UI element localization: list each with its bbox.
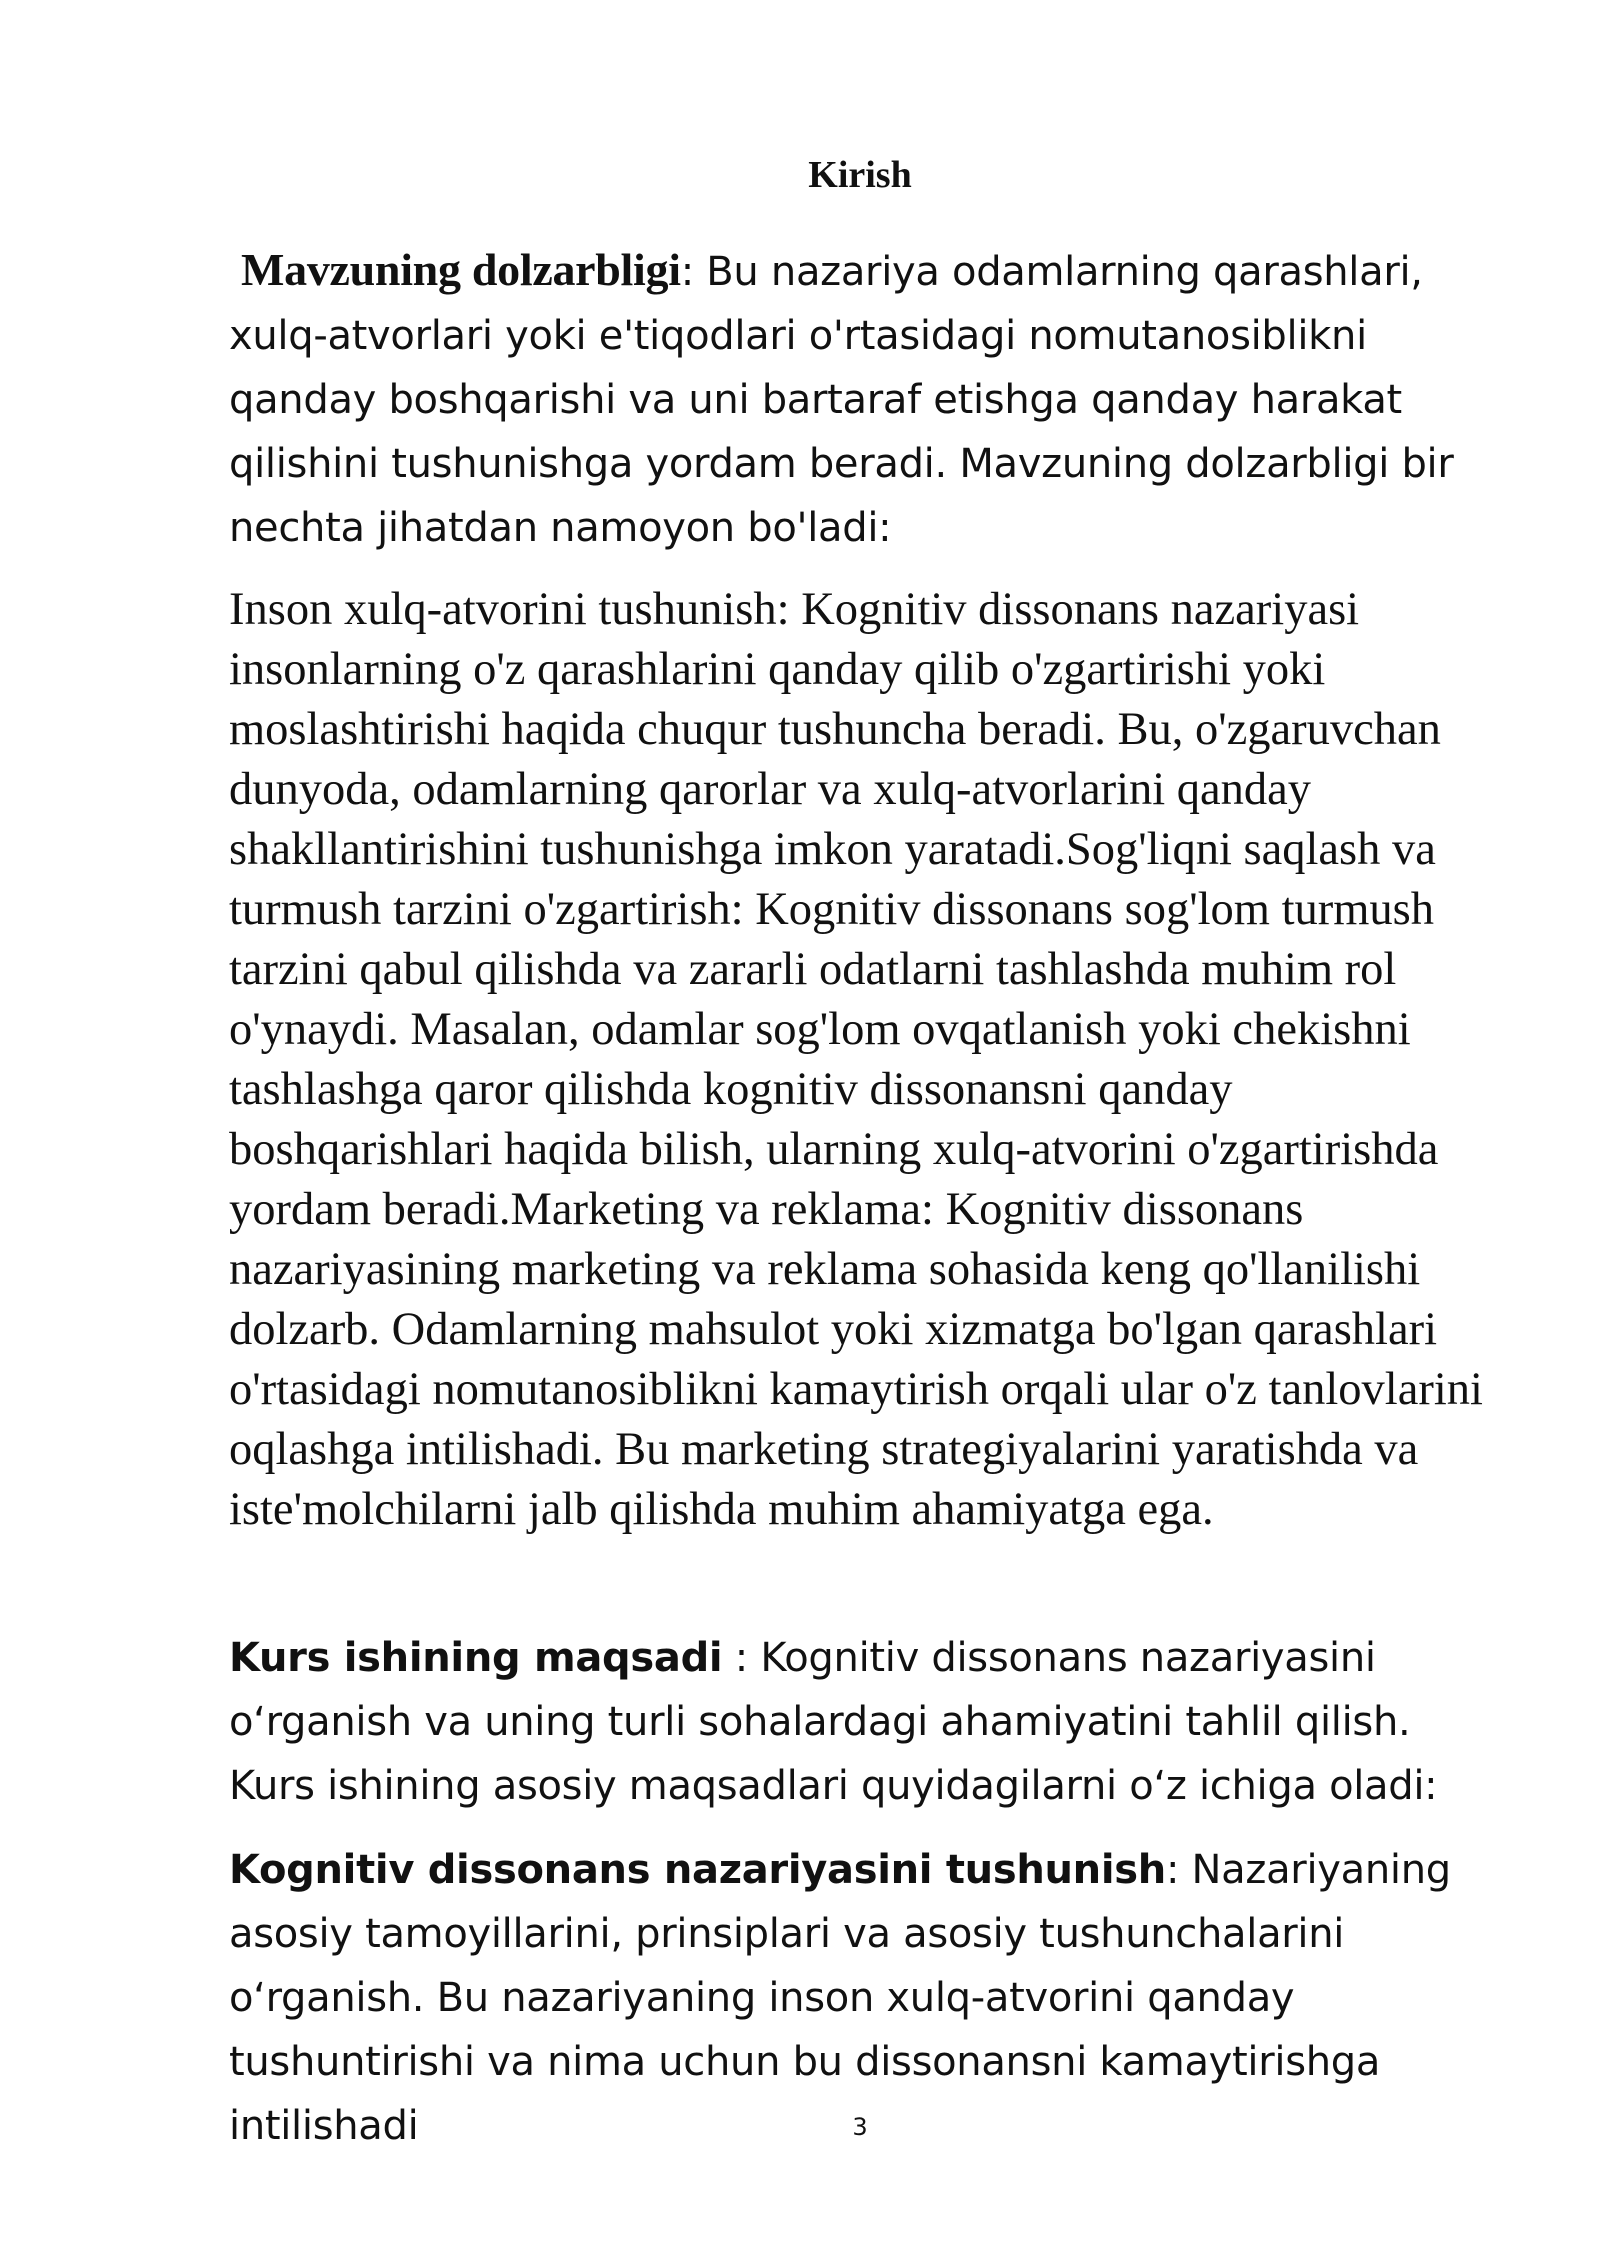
- paragraph-theory-text: : Nazariyaning asosiy tamoyillarini, prinsiplari va asosiy tushunchalarini o‘rganish. Bu nazariyaning inson xulq-atvorini qanday tushuntirishi va nima uchun bu dissonansni kamaytirishga intilishadi: [229, 1847, 1451, 2149]
- paragraph-relevance: [229, 238, 1491, 560]
- paragraph-goal-text: : Kognitiv dissonans nazariyasini o‘rganish va uning turli sohalardagi ahamiyatini tahlil qilish. Kurs ishining asosiy maqsadlari quyidagilarni o‘z ichiga oladi:: [229, 1635, 1438, 1809]
- section-heading: Kirish: [808, 154, 912, 196]
- paragraph-relevance-lead: Mavzuning dolzarbligi: [241, 244, 681, 295]
- paragraph-body-text: Inson xulq-atvorini tushunish: Kognitiv dissonans nazariyasi insonlarning o'z qarashlarini qanday qilib o'zgartirishi yoki moslashtirishi haqida chuqur tushuncha beradi. Bu, o'zgaruvchan dunyoda, odamlarning qarorlar va xulq-atvorlarini qanday shakllantirishini tushunishga imkon yaratadi.Sog'liqni saqlash va turmush tarzini o'zgartirish: Kognitiv dissonans sog'lom turmush tarzini qabul qilishda va zararli odatlarni tashlashda muhim rol o'ynaydi. Masalan, odamlar sog'lom ovqatlanish yoki chekishni tashlashga qaror qilishda kognitiv dissonansni qanday boshqarishlari haqida bilish, ularning xulq-atvorini o'zgartirishda yordam beradi.Marketing va reklama: Kognitiv dissonans nazariyasining marketing va reklama sohasida keng qo'llanilishi dolzarb. Odamlarning mahsulot yoki xizmatga bo'lgan qarashlari o'rtasidagi nomutanosiblikni kamaytirish orqali ular o'z tanlovlarini oqlashga intilishadi. Bu marketing strategiyalarini yaratishda va iste'molchilarni jalb qilishda muhim ahamiyatga ega.: [229, 584, 1483, 1535]
- paragraph-relevance-text: : Bu nazariya odamlarning qarashlari, xulq-atvorlari yoki e'tiqodlari o'rtasidagi nomutanosiblikni qanday boshqarishi va uni bartaraf etishga qanday harakat qilishini tushunishga yordam beradi. Mavzuning dolzarbligi bir nechta jihatdan namoyon bo'ladi:: [229, 249, 1454, 551]
- paragraph-goal: [229, 1626, 1491, 1818]
- paragraph-body: [229, 580, 1491, 1540]
- paragraph-theory-lead: Kognitiv dissonans nazariyasini tushunish: [229, 1847, 1166, 1893]
- paragraph-goal-lead: Kurs ishining maqsadi: [229, 1635, 723, 1681]
- paragraph-theory: [229, 1838, 1491, 2158]
- page-number: 3: [852, 2113, 868, 2141]
